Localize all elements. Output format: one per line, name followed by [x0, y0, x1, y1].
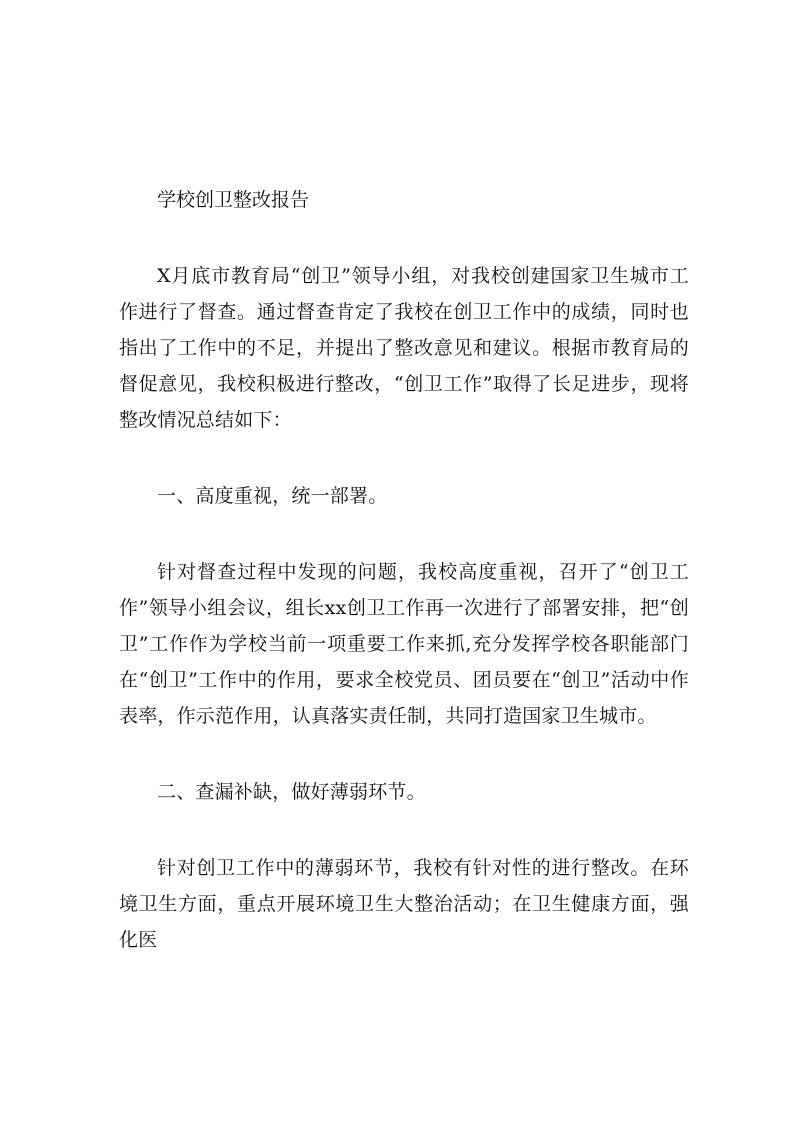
document-body — [119, 182, 689, 958]
paragraph-section-1: 针对督查过程中发现的问题，我校高度重视，召开了“创卫工作”领导小组会议，组长xx创卫工作再一次进行了部署安排，把“创卫”工作作为学校当前一项重要工作来抓,充分发挥学校各职能部门在“创卫”工作中的作用，要求全校党员、团员要在“创卫”活动中作表率，作示范作用，认真落实责任制，共同打造国家卫生城市。 — [119, 561, 689, 727]
paragraph-section-2: 针对创卫工作中的薄弱环节，我校有针对性的进行整改。在环境卫生方面，重点开展环境卫生大整治活动；在卫生健康方面，强化医 — [119, 857, 689, 951]
paragraph-spacer — [119, 438, 689, 478]
paragraph-spacer — [119, 734, 689, 774]
section-heading-2: 二、查漏补缺，做好薄弱环节。 — [157, 781, 426, 803]
document-title: 学校创卫整改报告 — [157, 189, 310, 211]
section-heading-1: 一、高度重视，统一部署。 — [157, 485, 388, 507]
paragraph-spacer — [119, 514, 689, 554]
paragraph-spacer — [119, 810, 689, 850]
paragraph-intro: X月底市教育局“创卫”领导小组，对我校创建国家卫生城市工作进行了督查。通过督查肯定了我校在创卫工作中的成绩，同时也指出了工作中的不足，并提出了整改意见和建议。根据市教育局的督促意见，我校积极进行整改，“创卫工作”取得了长足进步，现将整改情况总结如下： — [119, 265, 689, 431]
